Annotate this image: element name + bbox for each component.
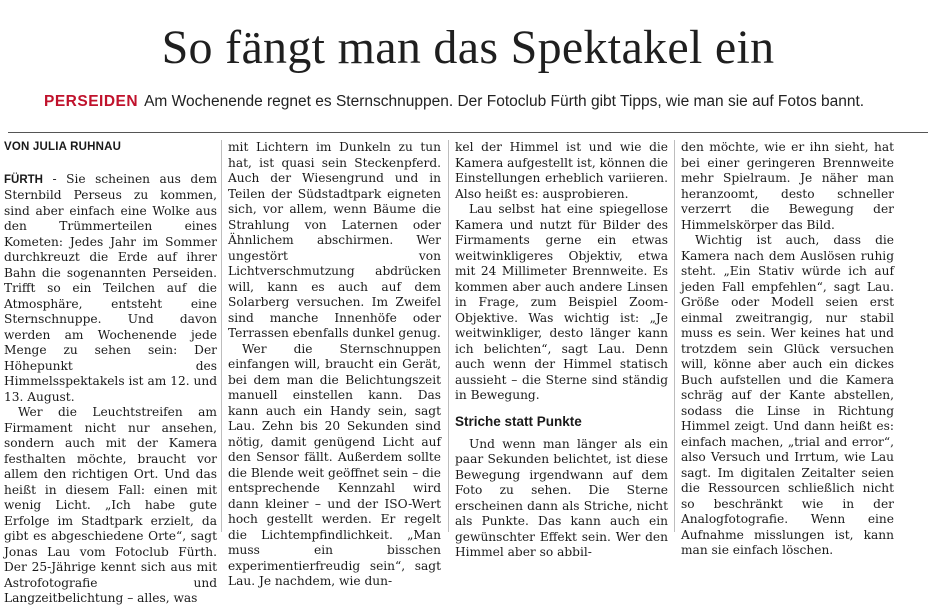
kicker: PERSEIDEN — [44, 93, 139, 110]
paragraph-text: - Sie scheinen aus dem Sternbild Perseus zu kommen, sind aber einfach eine Wolke aus den Trümmerteilen eines Kometen: Jedes Jahr im Sommer durchkreuzt die Erde auf ihrer Bahn die sogenannten Perseiden. Trifft so ein Teilchen auf die Atmosphäre, entsteht eine Sternschnuppe. Und davon werden am Wochenende jede Menge zu sehen sein: Der Höhepunkt des Himmelsspektakels ist am 12. und 13. August. — [4, 171, 217, 404]
subline-text: Am Wochenende regnet es Sternschnuppen. Der Fotoclub Fürth gibt Tipps, wie man sie auf Fotos bannt. — [144, 93, 865, 110]
column-divider — [674, 140, 675, 532]
paragraph: Wer die Sternschnuppen einfangen will, braucht ein Gerät, bei dem man die Belichtungszeit manuell einstellen kann. Das kann auch ein Handy sein, sagt Lau. Zehn bis 20 Sekunden sind nötig, damit genügend Licht auf den Sensor fällt. Außerdem sollte die Blende weit geöffnet sein – die entsprechende Kennzahl wird dann kleiner – und der ISO-Wert hoch gestellt werden. Er regelt die Lichtempfindlichkeit. „Man muss ein bisschen experimentierfreudig sein“, sagt Lau. Je nachdem, wie dun- — [228, 341, 441, 588]
paragraph: Wer die Leuchtstreifen am Firmament nicht nur ansehen, sondern auch mit der Kamera festhalten möchte, braucht vor allem den richtigen Ort. Und das heißt in diesem Fall: einen mit wenig Licht. „Ich habe gute Erfolge im Stadtpark erzielt, da gibt es abgeschiedene Orte“, sagt Jonas Lau vom Fotoclub Fürth. Der 25-Jährige kennt sich aus mit Astrofotografie und Langzeitbelichtung – alles, was — [4, 405, 217, 605]
column-3 — [455, 140, 668, 559]
column-divider — [448, 140, 449, 532]
header-rule — [8, 132, 928, 133]
paragraph: Lau selbst hat eine spiegellose Kamera und nutzt für Bilder des Firmaments gerne ein etwas weitwinkligeres Objektiv, etwa mit 24 Millimeter Brennweite. Es kommen aber auch andere Linsen in Frage, zum Beispiel Zoom-Objektive. Was wichtig ist: „Je weitwinkliger, desto länger kann ich belichten“, sagt Lau. Denn auch wenn der Himmel statisch aussieht – die Sterne sind ständig in Bewegung. — [455, 202, 668, 402]
column-4 — [681, 140, 894, 557]
paragraph: kel der Himmel ist und wie die Kamera aufgestellt ist, können die Einstellungen erheblich variieren. Also heißt es: ausprobieren. — [455, 140, 668, 201]
subheading: Striche statt Punkte — [455, 413, 582, 429]
column-1 — [4, 140, 217, 605]
paragraph — [4, 172, 217, 406]
paragraph: mit Lichtern im Dunkeln zu tun hat, ist quasi sein Steckenpferd. Auch der Wiesengrund und in Teilen der Südstadtpark eigneten sich, vor allem, wenn Bäume die Strahlung von Laternen oder Ähnlichem abschirmen. Wer ungestört von Lichtverschmutzung abdrücken will, kann es auch auf dem Solarberg versuchen. Im Zweifel sind manche Innenhöfe oder Terrassen ebenfalls dunkel genug. — [228, 140, 441, 340]
paragraph: Und wenn man länger als ein paar Sekunden belichtet, ist diese Bewegung irgendwann auf dem Foto zu sehen. Die Sterne erscheinen dann als Striche, nicht als Punkte. Das kann auch ein gewünschter Effekt sein. Wer den Himmel aber so abbil- — [455, 436, 668, 559]
dateline: FÜRTH — [4, 173, 43, 186]
byline: VON JULIA RUHNAU — [4, 141, 122, 153]
subline — [44, 92, 924, 112]
column-divider — [221, 140, 222, 532]
column-2 — [228, 140, 441, 588]
paragraph: den möchte, wie er ihn sieht, hat bei einer geringeren Brennweite mehr Spielraum. Je näher man heranzoomt, desto schneller verzerrt die Bewegung der Himmelskörper das Bild. — [681, 140, 894, 232]
paragraph: Wichtig ist auch, dass die Kamera nach dem Auslösen ruhig steht. „Ein Stativ würde ich auf jeden Fall empfehlen“, sagt Lau. Größe oder Modell seien erst einmal zweitrangig, nur stabil muss es sein. Wer keines hat und trotzdem sein Glück versuchen will, könne aber auch ein dickes Buch aufstellen und die Kamera schräg auf der Kante abstellen, sodass die Linse in Richtung Himmel zeigt. Und dann heißt es: einfach machen, „trial and error“, also Versuch und Irrtum, wie Lau sagt. Im digitalen Zeitalter seien die Ressourcen schließlich nicht so beschränkt wie in der Analogfotografie. Wenn eine Aufnahme misslungen ist, kann man sie einfach löschen. — [681, 233, 894, 557]
headline: So fängt man das Spektakel ein — [161, 21, 775, 74]
